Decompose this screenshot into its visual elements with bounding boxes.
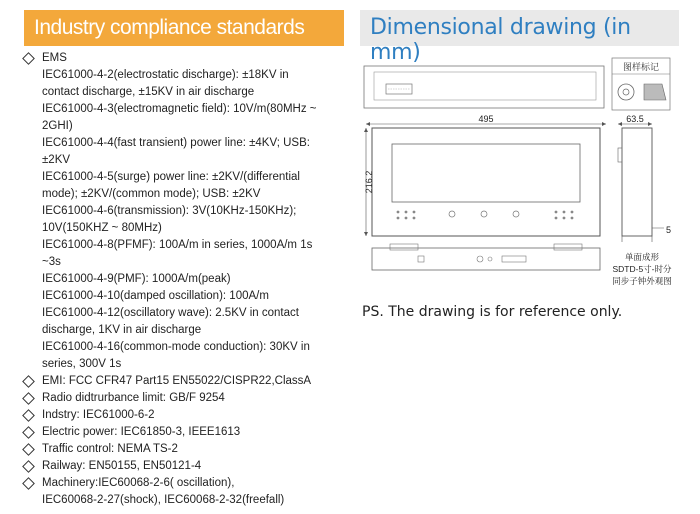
legend-circle-icon: [618, 84, 634, 100]
spec-detail-line: [22, 339, 342, 356]
compliance-list: [22, 50, 342, 509]
spec-text: IEC61000-4-10(damped oscillation): 100A/m: [42, 290, 269, 302]
spec-detail-line: [22, 135, 342, 152]
spec-text: IEC61000-4-16(common-mode conduction): 30KV in: [42, 341, 310, 353]
diamond-bullet-icon: [22, 375, 35, 388]
depth-dimension-label: 63.5: [626, 114, 644, 124]
spec-bullet-item: [22, 50, 342, 67]
legend-taper-icon: [644, 84, 666, 100]
height-dimension-label: 216.2: [364, 170, 374, 194]
spec-detail-line: [22, 322, 342, 339]
spec-detail-line: [22, 67, 342, 84]
spec-bullet-item: [22, 390, 342, 407]
bottom-view-ports: [418, 256, 526, 262]
spec-text: Electric power: IEC61850-3, IEEE1613: [42, 426, 241, 438]
spec-bullet-item: [22, 407, 342, 424]
bottom-view-outline: [372, 248, 600, 270]
spec-detail-line: [22, 254, 342, 271]
compliance-title: Industry compliance standards: [34, 16, 305, 39]
spec-text: IEC61000-4-4(fast transient) power line: ±4KV; USB:: [42, 137, 310, 149]
side-view-outline: [622, 128, 652, 236]
spec-text: Indstry: IEC61000-6-2: [42, 409, 155, 421]
spec-detail-line: [22, 305, 342, 322]
spec-detail-line: [22, 118, 342, 135]
spec-detail-line: [22, 492, 342, 509]
spec-text: mode); ±2KV/(common mode); USB: ±2KV: [42, 188, 261, 200]
spec-text: IEC61000-4-8(PFMF): 100A/m in series, 1000A/m 1s: [42, 239, 313, 251]
spec-detail-line: [22, 152, 342, 169]
spec-bullet-item: [22, 424, 342, 441]
drawing-caption-1: 单面成形: [624, 252, 660, 262]
spec-text: Railway: EN50155, EN50121-4: [42, 460, 202, 472]
spec-bullet-item: [22, 441, 342, 458]
spec-text: series, 300V 1s: [42, 358, 122, 370]
spec-detail-line: [22, 237, 342, 254]
spec-text: IEC61000-4-3(electromagnetic field): 10V/m(80MHz ~: [42, 103, 317, 115]
diamond-bullet-icon: [22, 477, 35, 490]
diamond-bullet-icon: [22, 52, 35, 65]
drawing-caption-3: 同步子钟外观图: [612, 276, 672, 286]
spec-detail-line: [22, 203, 342, 220]
dimensional-drawing: [360, 52, 680, 298]
spec-detail-line: [22, 84, 342, 101]
diamond-bullet-icon: [22, 443, 35, 456]
spec-text: ~3s: [42, 256, 61, 268]
top-view-outline: [364, 66, 604, 108]
spec-text: Radio didtrurbance limit: GB/F 9254: [42, 392, 225, 404]
drawing-caption-2: SDTD-5寸-时分: [612, 264, 672, 274]
spec-bullet-item: [22, 475, 342, 492]
spec-detail-line: [22, 186, 342, 203]
spec-text: Machinery:IEC60068-2-6( oscillation),: [42, 477, 235, 489]
spec-text: contact discharge, ±15KV in air discharge: [42, 86, 255, 98]
spec-text: IEC61000-4-5(surge) power line: ±2KV/(differential: [42, 171, 300, 183]
spec-bullet-item: [22, 373, 342, 390]
spec-text: IEC61000-4-9(PMF): 1000A/m(peak): [42, 273, 231, 285]
small-dimension-label: 5: [666, 225, 672, 235]
diamond-bullet-icon: [22, 426, 35, 439]
compliance-header: [24, 10, 344, 46]
spec-detail-line: [22, 169, 342, 186]
front-view-buttons: [397, 211, 574, 220]
diamond-bullet-icon: [22, 392, 35, 405]
spec-detail-line: [22, 220, 342, 237]
spec-text: EMI: FCC CFR47 Part15 EN55022/CISPR22,ClassA: [42, 375, 312, 387]
spec-text: discharge, 1KV in air discharge: [42, 324, 202, 336]
spec-detail-line: [22, 271, 342, 288]
spec-text: ±2KV: [42, 154, 71, 166]
front-view-screen: [392, 144, 580, 202]
spec-text: EMS: [42, 52, 67, 64]
spec-text: IEC61000-4-12(oscillatory wave): 2.5KV in contact: [42, 307, 299, 319]
diamond-bullet-icon: [22, 460, 35, 473]
spec-detail-line: [22, 356, 342, 373]
drawing-title: Dimensional drawing (in mm): [370, 15, 631, 65]
spec-text: IEC61000-4-2(electrostatic discharge): ±18KV in: [42, 69, 289, 81]
spec-text: Traffic control: NEMA TS-2: [42, 443, 178, 455]
spec-bullet-item: [22, 458, 342, 475]
spec-text: IEC60068-2-27(shock), IEC60068-2-32(freefall): [42, 494, 285, 506]
drawing-header: [360, 10, 679, 65]
spec-detail-line: [22, 288, 342, 305]
spec-text: 10V(150KHZ ~ 80MHz): [42, 222, 162, 234]
spec-detail-line: [22, 101, 342, 118]
legend-label: 图样标记: [622, 62, 660, 72]
spec-text: 2GHI): [42, 120, 73, 132]
front-view-knobs: [449, 211, 519, 217]
top-view-inner: [374, 72, 596, 100]
reference-note: PS. The drawing is for reference only.: [362, 304, 623, 320]
width-dimension-label: 495: [478, 114, 494, 124]
spec-text: IEC61000-4-6(transmission): 3V(10KHz-150KHz);: [42, 205, 297, 217]
diamond-bullet-icon: [22, 409, 35, 422]
